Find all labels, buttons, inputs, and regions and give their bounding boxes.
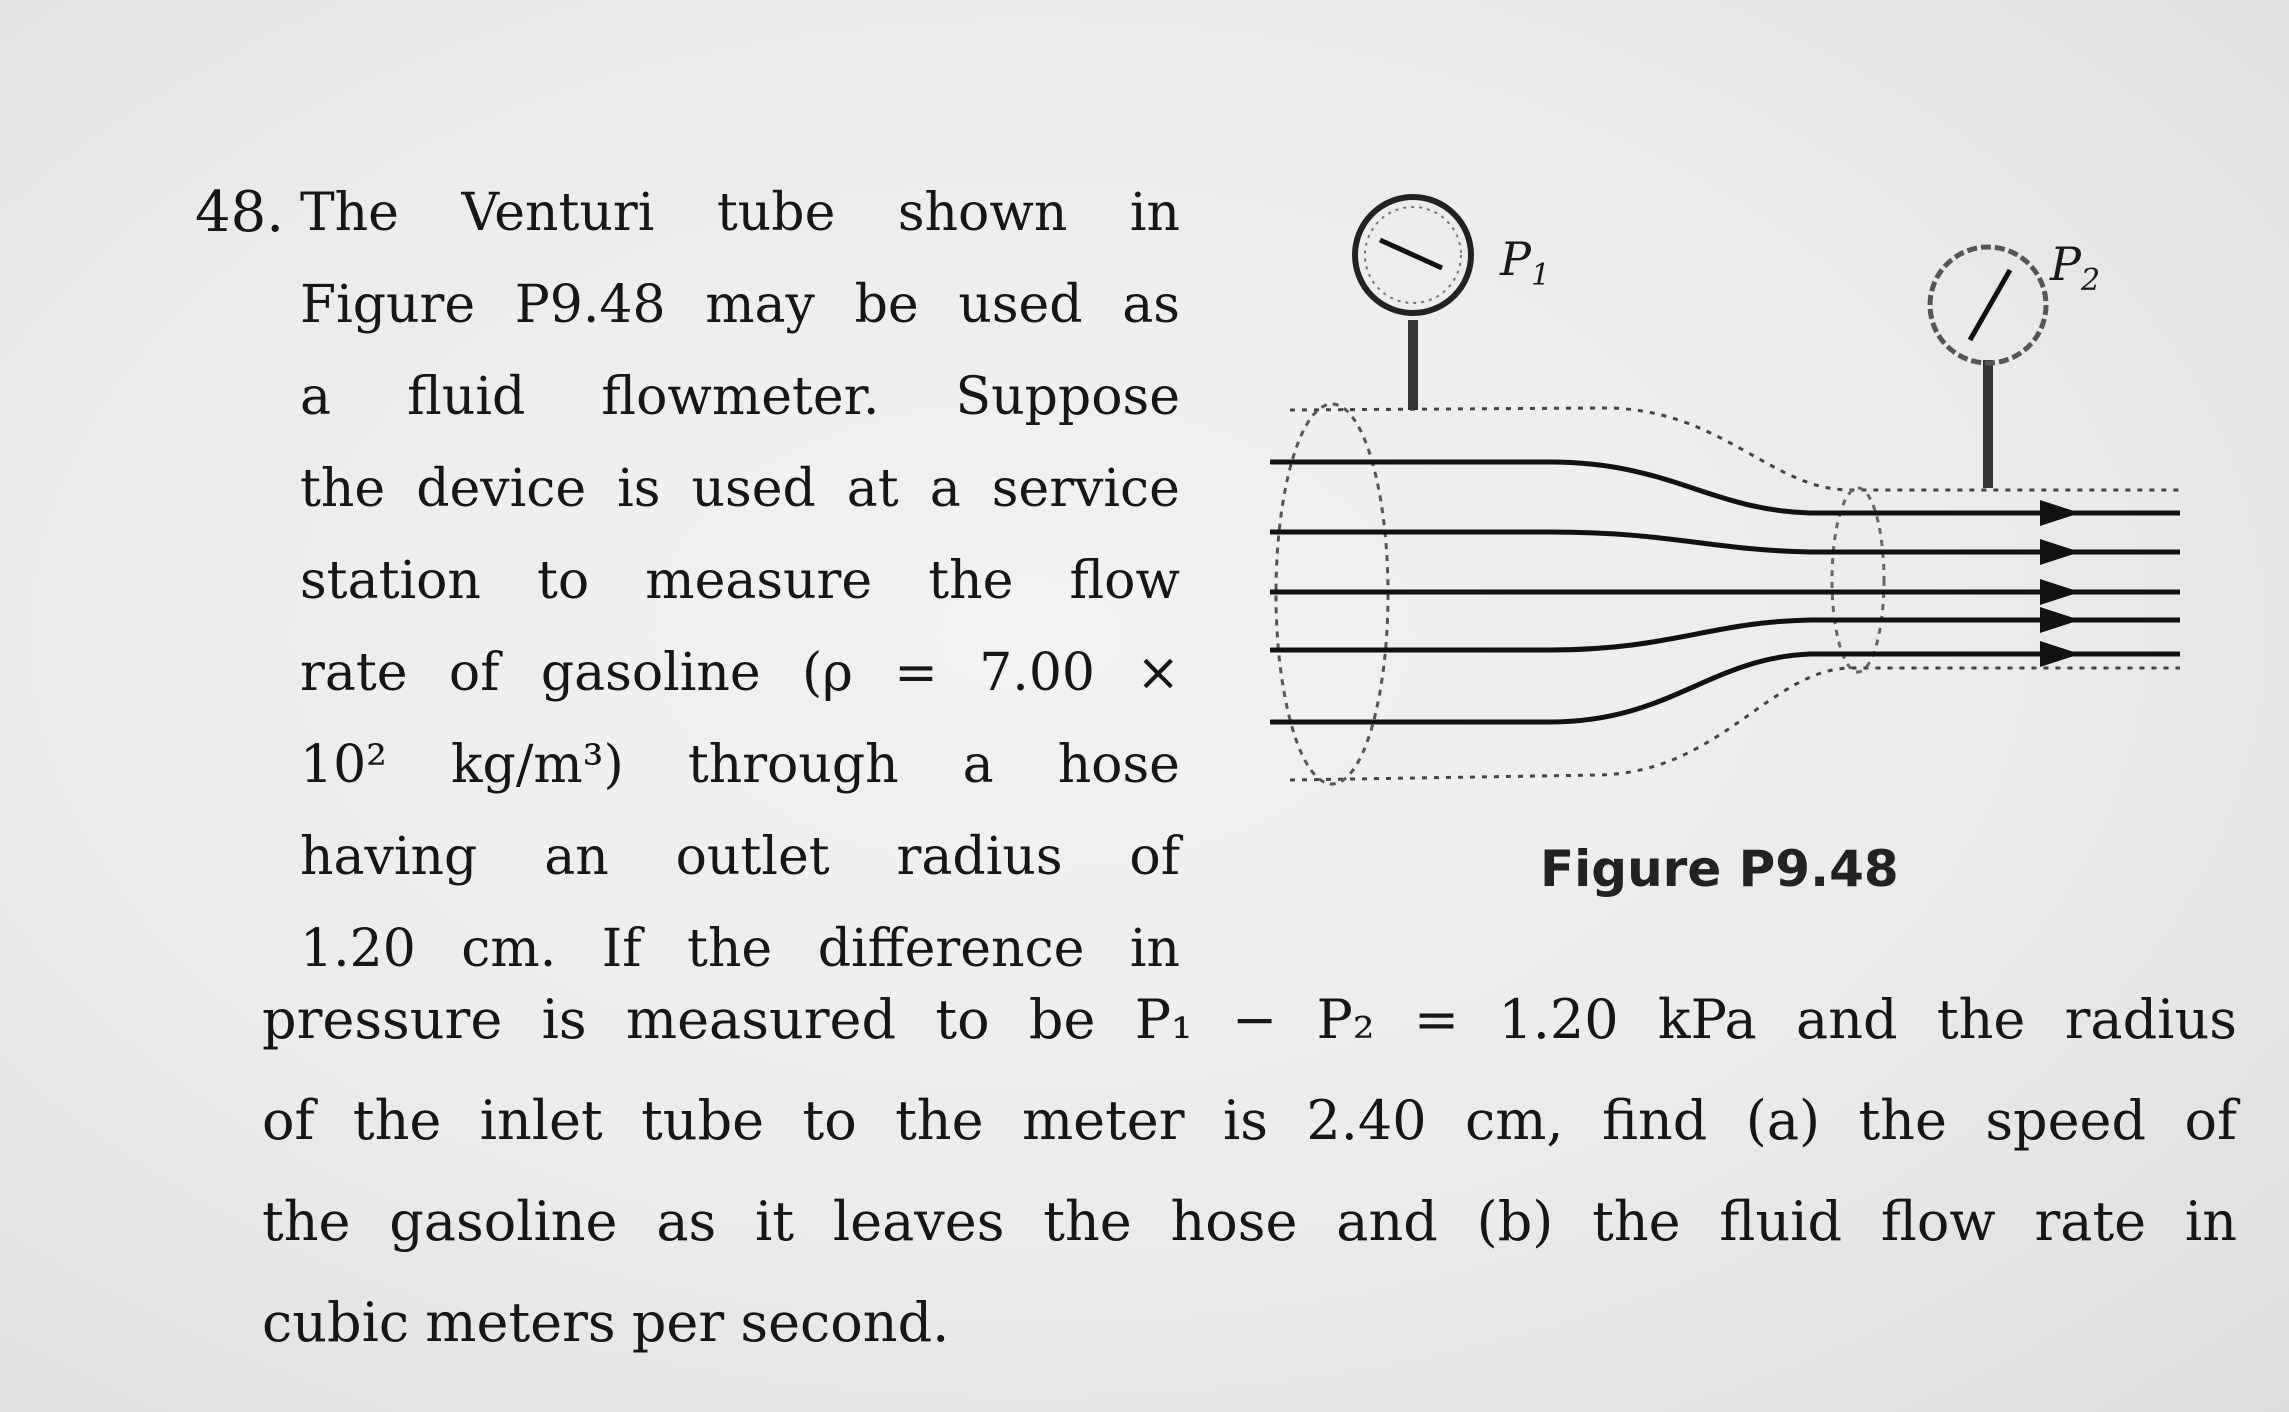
problem-line-10 xyxy=(262,980,2237,1081)
word: of xyxy=(1129,827,1180,887)
word: to xyxy=(935,988,990,1051)
problem-line-12 xyxy=(262,1182,2237,1283)
word: the xyxy=(928,551,1014,611)
word: a xyxy=(300,367,332,427)
word: the xyxy=(300,459,386,519)
word: device xyxy=(416,459,587,519)
word: fluid xyxy=(1719,1190,1843,1253)
problem-line-11 xyxy=(262,1081,2237,1182)
word: flow xyxy=(1880,1190,1996,1253)
word: Suppose xyxy=(955,367,1180,427)
word: meter xyxy=(1021,1089,1185,1152)
word: per xyxy=(631,1291,725,1354)
word: a xyxy=(962,735,994,795)
flow-arrows xyxy=(2040,500,2080,667)
word: having xyxy=(300,827,478,887)
word: outlet xyxy=(675,827,830,887)
word: hose xyxy=(1057,735,1180,795)
word: of xyxy=(448,643,500,703)
word: radius xyxy=(896,827,1063,887)
word: = xyxy=(894,643,938,703)
word: inlet xyxy=(479,1089,603,1152)
word: be xyxy=(854,275,919,335)
word: of xyxy=(262,1089,315,1152)
word: of xyxy=(2184,1089,2237,1152)
word: be xyxy=(1028,988,1096,1051)
word: meters xyxy=(425,1291,616,1354)
word: P₁ xyxy=(1134,988,1193,1051)
word: service xyxy=(991,459,1180,519)
problem-text-narrow xyxy=(300,178,1180,1006)
word: 7.00 xyxy=(979,643,1095,703)
pressure-gauge-2 xyxy=(1930,247,2046,488)
word: rate xyxy=(2034,1190,2147,1253)
venturi-tube-diagram xyxy=(1250,170,2200,790)
problem-line-5 xyxy=(300,546,1180,638)
word: used xyxy=(958,275,1083,335)
word: (b) xyxy=(1476,1190,1554,1253)
word: radius xyxy=(2064,988,2237,1051)
word: find xyxy=(1601,1089,1708,1152)
word: the xyxy=(687,919,773,979)
word: station xyxy=(300,551,481,611)
word: cm. xyxy=(461,919,557,979)
word: If xyxy=(601,919,642,979)
problem-line-13 xyxy=(262,1283,2237,1384)
word: speed xyxy=(1985,1089,2147,1152)
word: cm, xyxy=(1464,1089,1564,1152)
word: at xyxy=(846,459,899,519)
word: P₂ xyxy=(1316,988,1375,1051)
word: an xyxy=(544,827,609,887)
word: measured xyxy=(625,988,897,1051)
word: flowmeter. xyxy=(601,367,880,427)
word: shown xyxy=(897,183,1068,243)
problem-line-4 xyxy=(300,454,1180,546)
word: 1.20 xyxy=(1498,988,1619,1051)
word: tube xyxy=(716,183,836,243)
problem-line-7 xyxy=(300,730,1180,822)
figure-caption: Figure P9.48 xyxy=(1540,840,1899,898)
word: kg/m³) xyxy=(451,735,624,795)
word: gasoline xyxy=(389,1190,618,1253)
word: is xyxy=(541,988,587,1051)
word: it xyxy=(755,1190,795,1253)
word: kPa xyxy=(1657,988,1757,1051)
word: second. xyxy=(740,1291,950,1354)
word: difference xyxy=(817,919,1085,979)
problem-text-wide xyxy=(262,980,2237,1384)
tube-upper-wall xyxy=(1290,408,2180,490)
word: is xyxy=(1222,1089,1268,1152)
word: in xyxy=(1129,183,1180,243)
problem-line-6 xyxy=(300,638,1180,730)
word: the xyxy=(262,1190,351,1253)
word: 2.40 xyxy=(1306,1089,1427,1152)
word: and xyxy=(1336,1190,1438,1253)
word: rate xyxy=(300,643,408,703)
word: to xyxy=(537,551,590,611)
word: P9.48 xyxy=(514,275,666,335)
word: and xyxy=(1796,988,1898,1051)
word: pressure xyxy=(262,988,503,1051)
word: the xyxy=(1858,1089,1947,1152)
word: Figure xyxy=(300,275,476,335)
problem-line-3 xyxy=(300,362,1180,454)
word: may xyxy=(705,275,815,335)
word: (ρ xyxy=(802,643,853,703)
word: hose xyxy=(1170,1190,1298,1253)
word: 1.20 xyxy=(300,919,416,979)
throat-cross-section xyxy=(1832,488,1884,672)
word: = xyxy=(1413,988,1460,1051)
word: the xyxy=(1936,988,2026,1051)
pressure-gauge-1 xyxy=(1355,197,1471,410)
word: the xyxy=(1043,1190,1132,1253)
word: 10² xyxy=(300,735,388,795)
word: a xyxy=(929,459,961,519)
problem-line-2 xyxy=(300,270,1180,362)
word: (a) xyxy=(1745,1089,1821,1152)
word: the xyxy=(1592,1190,1681,1253)
word: in xyxy=(1129,919,1180,979)
word: is xyxy=(617,459,661,519)
word: through xyxy=(687,735,899,795)
word: The xyxy=(300,183,399,243)
word: × xyxy=(1136,643,1180,703)
word: cubic xyxy=(262,1291,410,1354)
word: leaves xyxy=(832,1190,1005,1253)
word: flow xyxy=(1069,551,1180,611)
word: Venturi xyxy=(461,183,655,243)
word: the xyxy=(352,1089,442,1152)
gauge-2-label: $P_2$ xyxy=(2050,237,2101,298)
gauge-1-label: $P_1$ xyxy=(1500,232,1551,293)
venturi-tube-figure xyxy=(1250,170,2200,790)
problem-number: 48. xyxy=(195,180,285,245)
word: to xyxy=(802,1089,857,1152)
word: gasoline xyxy=(540,643,761,703)
word: the xyxy=(895,1089,984,1152)
word: − xyxy=(1232,988,1278,1051)
word: as xyxy=(656,1190,717,1253)
word: as xyxy=(1122,275,1180,335)
word: tube xyxy=(641,1089,765,1152)
word: used xyxy=(691,459,816,519)
problem-line-1 xyxy=(300,178,1180,270)
word: fluid xyxy=(407,367,526,427)
word: measure xyxy=(645,551,873,611)
word: in xyxy=(2184,1190,2237,1253)
problem-line-8 xyxy=(300,822,1180,914)
